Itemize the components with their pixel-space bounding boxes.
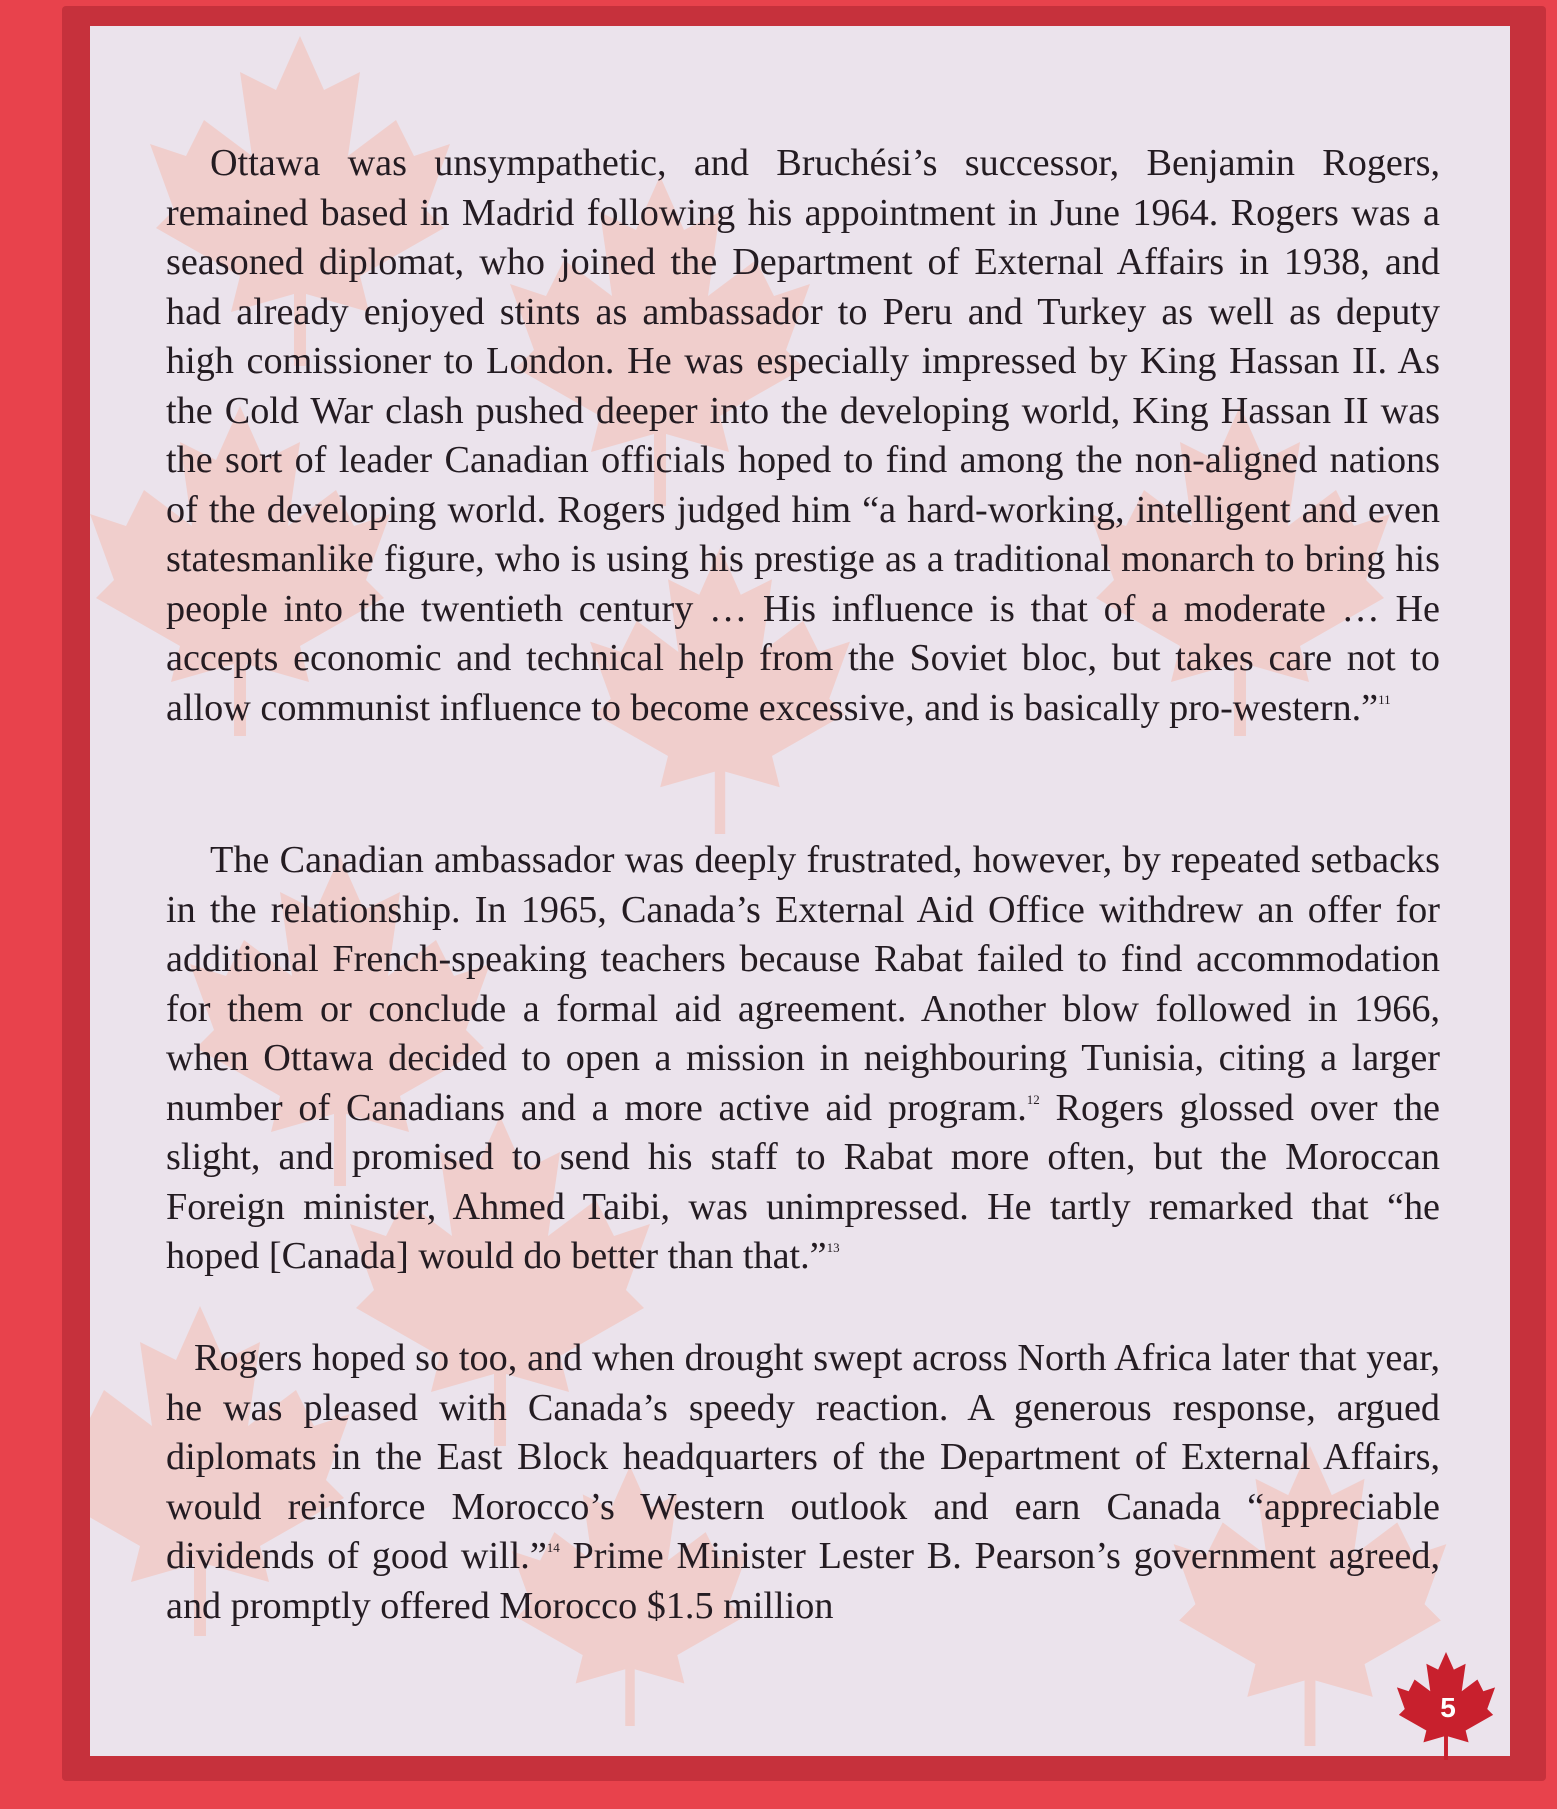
paragraph-2-text-continued: Rogers glossed over the slight, and promised to send his staff to Rabat more often, but the Moroccan Foreign minister, Ahmed Taibi, was unimpressed. He tartly remarked that “he hoped [Canada] would do better than that.”: [166, 1086, 1440, 1277]
footnote-marker: 11: [1378, 691, 1391, 707]
paragraph-1-text: Ottawa was unsympathetic, and Bruchési’s successor, Benjamin Rogers, remained based in Madrid following his appointment in June 1964. Rogers was a seasoned diplomat, who joined the Department of External Affairs in 1938, and had already enjoyed stints as ambassador to Peru and Turkey as well as deputy high comissioner to London. He was especially impressed by King Hassan II. As the Cold War clash pushed deeper into the developing world, King Hassan II was the sort of leader Canadian officials hoped to find among the non-aligned nations of the developing world. Rogers judged him “a hard-working, intelligent and even statesmanlike figure, who is using his prestige as a traditional monarch to bring his people into the twentieth century … His influence is that of a moderate … He accepts economic and technical help from the Soviet bloc, but takes care not to allow communist influence to become excessive, and is basically pro-western.”: [166, 142, 1440, 729]
footnote-marker: 13: [826, 1240, 840, 1255]
paragraph-3: [166, 1334, 1440, 1631]
paragraph-3-text: Rogers hoped so too, and when drought swept across North Africa later that year, he was pleased with Canada’s speedy reaction. A generous response, argued diplomats in the East Block headquarters of the Department of External Affairs, would reinforce Morocco’s Western outlook and earn Canada “appreciable dividends of good will.”: [166, 1337, 1440, 1577]
paragraph-2: [166, 836, 1440, 1282]
footnote-marker: 14: [546, 1540, 560, 1555]
page-number: 5: [1440, 1692, 1456, 1723]
paragraph-1: [166, 139, 1440, 733]
paragraph-2-text: The Canadian ambassador was deeply frustrated, however, by repeated setbacks in the relationship. In 1965, Canada’s External Aid Office withdrew an offer for additional French-speaking teachers because Rabat failed to find accommodation for them or conclude a formal aid agreement. Another blow followed in 1966, when Ottawa decided to open a mission in neighbouring Tunisia, citing a larger number of Canadians and a more active aid program.: [166, 839, 1440, 1129]
footnote-marker: 12: [1026, 1091, 1040, 1107]
paragraph-3-text-continued: Prime Minister Lester B. Pearson’s government agreed, and promptly offered Morocco $1.5 million: [166, 1535, 1441, 1627]
